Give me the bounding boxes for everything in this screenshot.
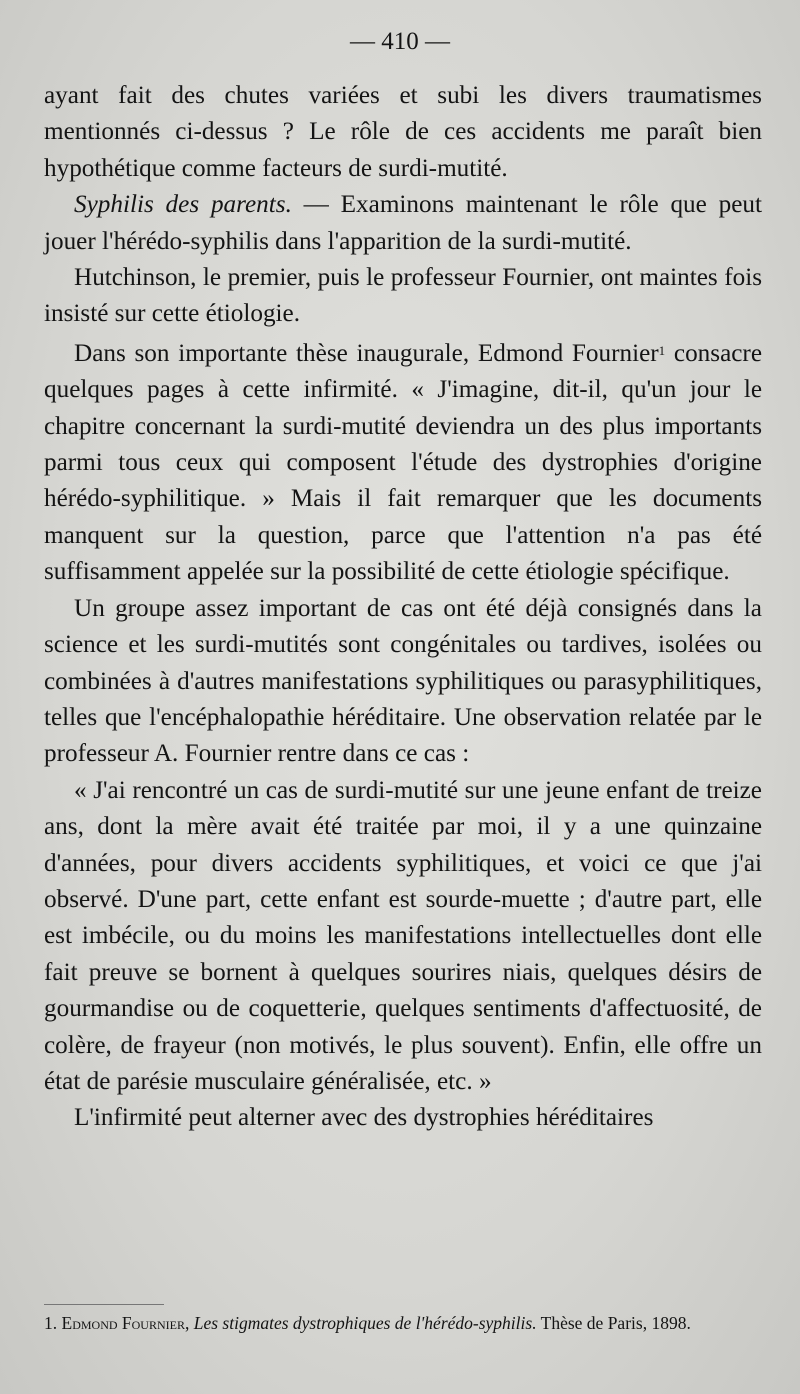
section-heading: Syphilis des parents. [74,191,292,219]
footnote-reference: 1 [658,342,666,358]
footnote-title: Les stigmates dystrophiques de l'hérédo-syphilis. [193,1313,537,1333]
footnote-line [44,1310,770,1336]
footnote-details: Thèse de Paris, 1898. [540,1313,691,1333]
page-number: — 410 — [350,28,450,55]
paragraph-text: consacre quelques pages à cette infirmité. « J'imagine, dit-il, qu'un jour le chapitre concernant la surdi-mutité deviendra un des plus importants parmi tous ceux qui composent l'étude des dystrophies d'origine hérédo-syphilitique. » Mais il fait remarquer que les documents manquent sur la question, parce que l'attention n'a pas été suffisamment appelée sur la possibilité de cette étiologie spécifique. [44,339,762,586]
paragraph-with-note [44,333,762,591]
footnote [44,1310,770,1336]
paragraph-syphilis-heading [44,187,762,260]
paragraph-text: — Examinons maintenant le rôle que peut jouer l'hérédo-syphilis dans l'apparition de la surdi-mutité. [44,191,762,255]
paragraph [44,591,762,773]
footnote-author: Edmond Fournier, [61,1313,190,1333]
paragraph-text: ayant fait des chutes variées et subi les divers traumatismes mentionnés ci-dessus ? Le rôle de ces accidents me paraît bien hypothétique comme facteurs de surdi-mutité. [44,82,762,182]
paragraph [44,1100,762,1136]
paragraph-text: Un groupe assez important de cas ont été déjà consignés dans la science et les surdi-mutités sont congénitales ou tardives, isolées ou combinées à d'autres manifestations syphilitiques ou parasyphilitiques, telles que l'encéphalopathie héréditaire. Une observation relatée par le professeur A. Fournier rentre dans ce cas : [44,594,762,768]
paragraph-text: Dans son importante thèse inaugurale, Edmond Fournier [74,339,659,367]
footnote-marker: 1. [44,1313,58,1333]
quoted-paragraph [44,773,762,1101]
footnote-rule [44,1304,164,1305]
body-text [44,78,762,1137]
paragraph [44,260,762,333]
paragraph-text: Hutchinson, le premier, puis le professeur Fournier, ont maintes fois insisté sur cette étiologie. [44,264,762,328]
paragraph-text: « J'ai rencontré un cas de surdi-mutité sur une jeune enfant de treize ans, dont la mère avait été traitée par moi, il y a une quinzaine d'années, pour divers accidents syphilitiques, et voici ce que j'ai observé. D'une part, cette enfant est sourde-muette ; d'autre part, elle est imbécile, ou du moins les manifestations intellectuelles dont elle fait preuve se bornent à quelques sourires niais, quelques désirs de gourmandise ou de coquetterie, quelques sentiments d'affectuosité, de colère, de frayeur (non motivés, le plus souvent). Enfin, elle offre un état de parésie musculaire généralisée, etc. » [44,776,762,1095]
paragraph-continued [44,78,762,187]
paragraph-text: L'infirmité peut alterner avec des dystrophies héréditaires [74,1104,654,1132]
